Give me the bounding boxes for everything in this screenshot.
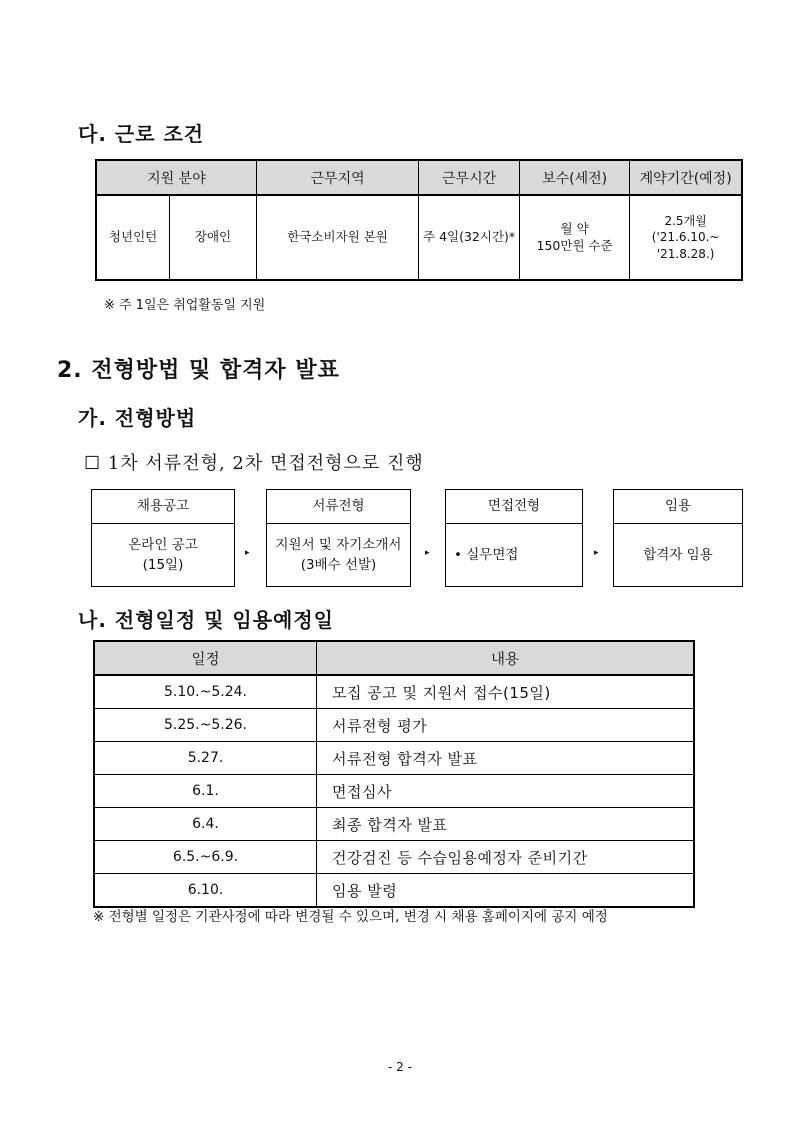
process-step-interview: [445, 489, 583, 587]
table-row: [94, 775, 694, 808]
schedule-date: 6.1.: [94, 775, 317, 808]
cell-field-disabled: 장애인: [170, 195, 257, 280]
step-body-line-1: 합격자 임용: [643, 546, 713, 563]
cell-hours: 주 4일(32시간)*: [419, 195, 520, 280]
step-body: [614, 524, 742, 586]
schedule-note: ※ 전형별 일정은 기관사정에 따라 변경될 수 있으며, 변경 시 채용 홈페이지에 공지 예정: [93, 909, 608, 925]
cell-pay: [519, 195, 629, 280]
table-row: [94, 709, 694, 742]
step-body: [267, 524, 410, 586]
step-body-line-1: • 실무면접: [454, 546, 519, 563]
header-pay: 보수(세전): [519, 160, 629, 195]
section-title-selection-method: 가. 전형방법: [78, 406, 197, 430]
table-row: [94, 675, 694, 709]
work-conditions-table: [95, 159, 743, 281]
step-body: [446, 524, 582, 586]
step-body-line-2: (15일): [142, 557, 184, 573]
table-row: [96, 195, 742, 280]
checkbox-icon: ☐: [84, 453, 102, 474]
header-location: 근무지역: [256, 160, 418, 195]
arrow-right-icon: ▸: [594, 548, 599, 558]
cell-field-youth-intern: 청년인턴: [108, 229, 158, 245]
schedule-content: 면접심사: [317, 775, 695, 808]
table-row: [94, 841, 694, 874]
pay-line-1: 월 약: [560, 220, 589, 236]
step-head: 면접전형: [446, 490, 582, 524]
table-header-row: [96, 160, 742, 195]
schedule-content: 최종 합격자 발표: [317, 808, 695, 841]
schedule-date: 6.10.: [94, 874, 317, 908]
process-step-appointment: [613, 489, 743, 587]
period-line-1: 2.5개월: [664, 214, 707, 229]
cell-location: 한국소비자원 본원: [256, 195, 418, 280]
step-body-line-1: 지원서 및 자기소개서: [275, 536, 402, 553]
arrow-right-icon: ▸: [245, 548, 250, 558]
step-body: [92, 524, 234, 586]
table-header-row: [94, 641, 694, 675]
conditions-note: ※ 주 1일은 취업활동일 지원: [104, 298, 266, 313]
process-step-announcement: [91, 489, 235, 587]
header-period: 계약기간(예정): [630, 160, 742, 195]
cell-period: [630, 195, 742, 280]
step-head: 채용공고: [92, 490, 234, 524]
section-title-selection: 2. 전형방법 및 합격자 발표: [57, 358, 340, 383]
schedule-content: 서류전형 평가: [317, 709, 695, 742]
arrow-right-icon: ▸: [425, 548, 430, 558]
process-step-document-screening: [266, 489, 411, 587]
schedule-date: 6.4.: [94, 808, 317, 841]
period-line-3: '21.8.28.): [656, 246, 715, 261]
header-hours: 근무시간: [419, 160, 520, 195]
table-row: [94, 808, 694, 841]
step-body-line-1: 온라인 공고: [128, 536, 198, 553]
schedule-content: 서류전형 합격자 발표: [317, 742, 695, 775]
step-head: 서류전형: [267, 490, 410, 524]
schedule-content: 건강검진 등 수습임용예정자 준비기간: [317, 841, 695, 874]
schedule-date: 5.27.: [94, 742, 317, 775]
schedule-content: 임용 발령: [317, 874, 695, 908]
table-row: [94, 874, 694, 908]
header-field: 지원 분야: [96, 160, 256, 195]
process-intro: [84, 449, 424, 475]
schedule-date: 6.5.~6.9.: [94, 841, 317, 874]
schedule-date: 5.25.~5.26.: [94, 709, 317, 742]
header-date: 일정: [94, 641, 317, 675]
table-row: [94, 742, 694, 775]
page-number: - 2 -: [388, 1060, 412, 1074]
section-title-schedule: 나. 전형일정 및 임용예정일: [78, 608, 335, 632]
section-title-work-conditions: 다. 근로 조건: [78, 122, 205, 146]
pay-line-2: 150만원 수준: [536, 237, 613, 253]
period-line-2: ('21.6.10.~: [651, 230, 720, 245]
schedule-content: 모집 공고 및 지원서 접수(15일): [317, 675, 695, 709]
schedule-table: [93, 640, 695, 908]
step-body-line-2: (3배수 선발): [300, 557, 377, 573]
step-head: 임용: [614, 490, 742, 524]
process-intro-text: 1차 서류전형, 2차 면접전형으로 진행: [107, 453, 424, 474]
header-content: 내용: [317, 641, 695, 675]
schedule-date: 5.10.~5.24.: [94, 675, 317, 709]
